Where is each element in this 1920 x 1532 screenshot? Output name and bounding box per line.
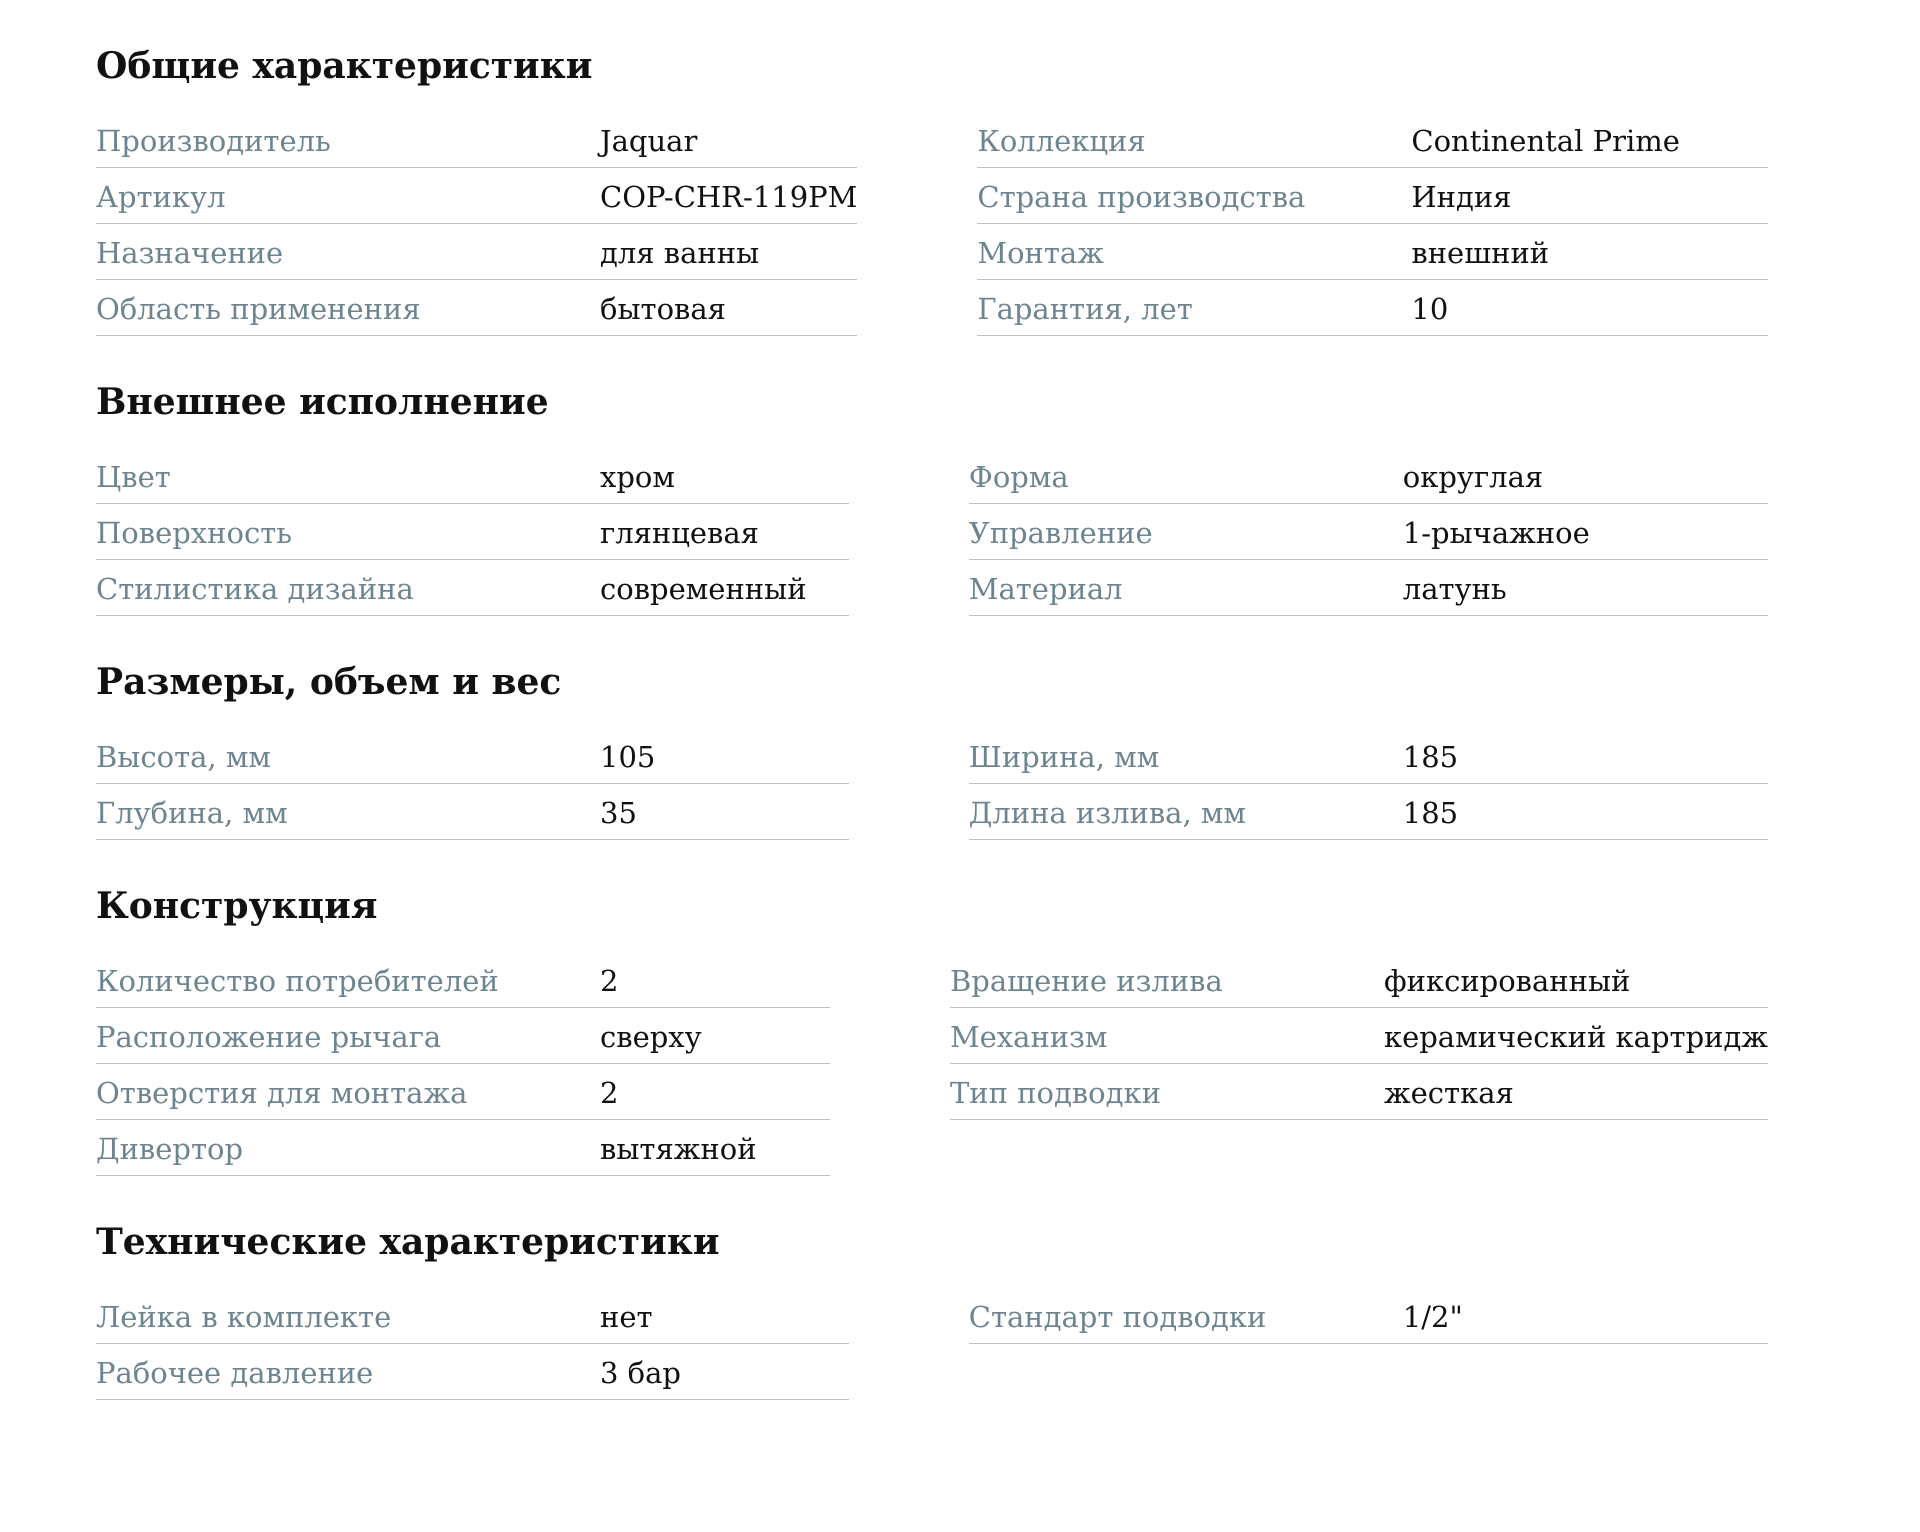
spec-label: Гарантия, лет — [977, 291, 1193, 326]
spec-row — [96, 560, 849, 616]
spec-value: вытяжной — [600, 1131, 757, 1166]
spec-section — [96, 376, 1768, 616]
spec-row — [977, 224, 1768, 280]
spec-column-left — [96, 448, 849, 616]
spec-label: Лейка в комплекте — [96, 1299, 392, 1334]
spec-columns — [96, 728, 1768, 840]
spec-row — [969, 728, 1768, 784]
spec-row — [96, 168, 857, 224]
spec-section — [96, 656, 1768, 840]
spec-row — [950, 1008, 1768, 1064]
spec-label: Материал — [968, 571, 1123, 606]
spec-value: 3 бар — [600, 1355, 681, 1390]
spec-label: Ширина, мм — [968, 739, 1160, 774]
spec-value: глянцевая — [600, 515, 759, 550]
spec-label: Форма — [968, 459, 1069, 494]
spec-value: для ванны — [600, 235, 760, 270]
spec-value: сверху — [600, 1019, 702, 1054]
spec-row — [96, 1288, 849, 1344]
spec-label: Длина излива, мм — [968, 795, 1246, 830]
spec-label: Страна производства — [977, 179, 1306, 214]
spec-value: внешний — [1411, 235, 1550, 270]
spec-row — [969, 1288, 1768, 1344]
spec-row — [96, 1008, 830, 1064]
spec-value: керамический картридж — [1383, 1019, 1768, 1054]
section-title: Внешнее исполнение — [96, 381, 549, 423]
spec-label: Область применения — [96, 291, 421, 326]
spec-column-left — [96, 952, 830, 1176]
spec-row — [96, 1064, 830, 1120]
spec-column-left — [96, 728, 849, 840]
section-title: Конструкция — [96, 885, 378, 927]
spec-column-right — [969, 1288, 1768, 1344]
spec-value: 185 — [1402, 739, 1459, 774]
spec-value: Индия — [1411, 179, 1512, 214]
spec-column-right — [977, 112, 1768, 336]
spec-value: современный — [600, 571, 807, 606]
spec-row — [950, 1064, 1768, 1120]
spec-label: Высота, мм — [96, 739, 271, 774]
spec-columns — [96, 952, 1768, 1176]
spec-row — [96, 784, 849, 840]
spec-label: Монтаж — [977, 235, 1104, 270]
spec-section — [96, 40, 1768, 336]
spec-row — [96, 952, 830, 1008]
spec-label: Отверстия для монтажа — [96, 1075, 468, 1110]
spec-row — [96, 1344, 849, 1400]
spec-row — [969, 784, 1768, 840]
spec-label: Стандарт подводки — [968, 1299, 1267, 1334]
spec-row — [96, 280, 857, 336]
spec-column-right — [950, 952, 1768, 1120]
spec-value: 2 — [600, 963, 619, 998]
spec-value: 35 — [600, 795, 637, 830]
spec-label: Производитель — [96, 123, 331, 158]
spec-row — [96, 112, 857, 168]
spec-value: 105 — [600, 739, 656, 774]
spec-label: Управление — [968, 515, 1153, 550]
spec-value: латунь — [1402, 571, 1507, 606]
spec-value: хром — [600, 459, 675, 494]
spec-value: 2 — [600, 1075, 619, 1110]
spec-value: нет — [600, 1299, 653, 1334]
spec-section — [96, 1216, 1768, 1400]
section-title: Технические характеристики — [96, 1221, 720, 1263]
spec-value: 10 — [1411, 291, 1449, 326]
spec-label: Глубина, мм — [96, 795, 288, 830]
spec-value: фиксированный — [1383, 963, 1631, 998]
spec-row — [969, 504, 1768, 560]
spec-row — [950, 952, 1768, 1008]
spec-row — [969, 560, 1768, 616]
spec-row — [977, 280, 1768, 336]
spec-row — [96, 1120, 830, 1176]
spec-label: Рабочее давление — [96, 1355, 374, 1390]
spec-value: бытовая — [600, 291, 726, 326]
spec-label: Тип подводки — [949, 1075, 1161, 1110]
spec-row — [96, 448, 849, 504]
section-title: Размеры, объем и вес — [96, 661, 562, 703]
spec-label: Артикул — [96, 179, 226, 214]
spec-value: 1/2" — [1402, 1299, 1463, 1334]
spec-column-left — [96, 1288, 849, 1400]
spec-row — [96, 224, 857, 280]
spec-label: Дивертор — [96, 1131, 244, 1166]
spec-value: жесткая — [1383, 1075, 1514, 1110]
spec-label: Поверхность — [96, 515, 293, 550]
spec-columns — [96, 448, 1768, 616]
spec-value: 1-рычажное — [1402, 515, 1590, 550]
spec-value: Continental Prime — [1411, 123, 1680, 158]
spec-row — [977, 112, 1768, 168]
spec-section — [96, 880, 1768, 1176]
spec-row — [96, 504, 849, 560]
spec-column-left — [96, 112, 857, 336]
spec-columns — [96, 112, 1768, 336]
spec-label: Цвет — [96, 459, 171, 494]
spec-column-right — [969, 728, 1768, 840]
spec-label: Количество потребителей — [96, 963, 499, 998]
spec-value: COP-CHR-119PM — [600, 179, 858, 214]
spec-value: 185 — [1402, 795, 1459, 830]
section-title: Общие характеристики — [96, 45, 593, 87]
spec-label: Расположение рычага — [96, 1019, 442, 1054]
spec-label: Стилистика дизайна — [96, 571, 414, 606]
spec-value: Jaquar — [600, 123, 698, 158]
spec-label: Механизм — [949, 1019, 1108, 1054]
spec-row — [96, 728, 849, 784]
spec-columns — [96, 1288, 1768, 1400]
spec-column-right — [969, 448, 1768, 616]
spec-row — [969, 448, 1768, 504]
spec-label: Назначение — [96, 235, 284, 270]
spec-row — [977, 168, 1768, 224]
spec-value: округлая — [1402, 459, 1544, 494]
spec-label: Коллекция — [977, 123, 1146, 158]
spec-label: Вращение излива — [949, 963, 1223, 998]
